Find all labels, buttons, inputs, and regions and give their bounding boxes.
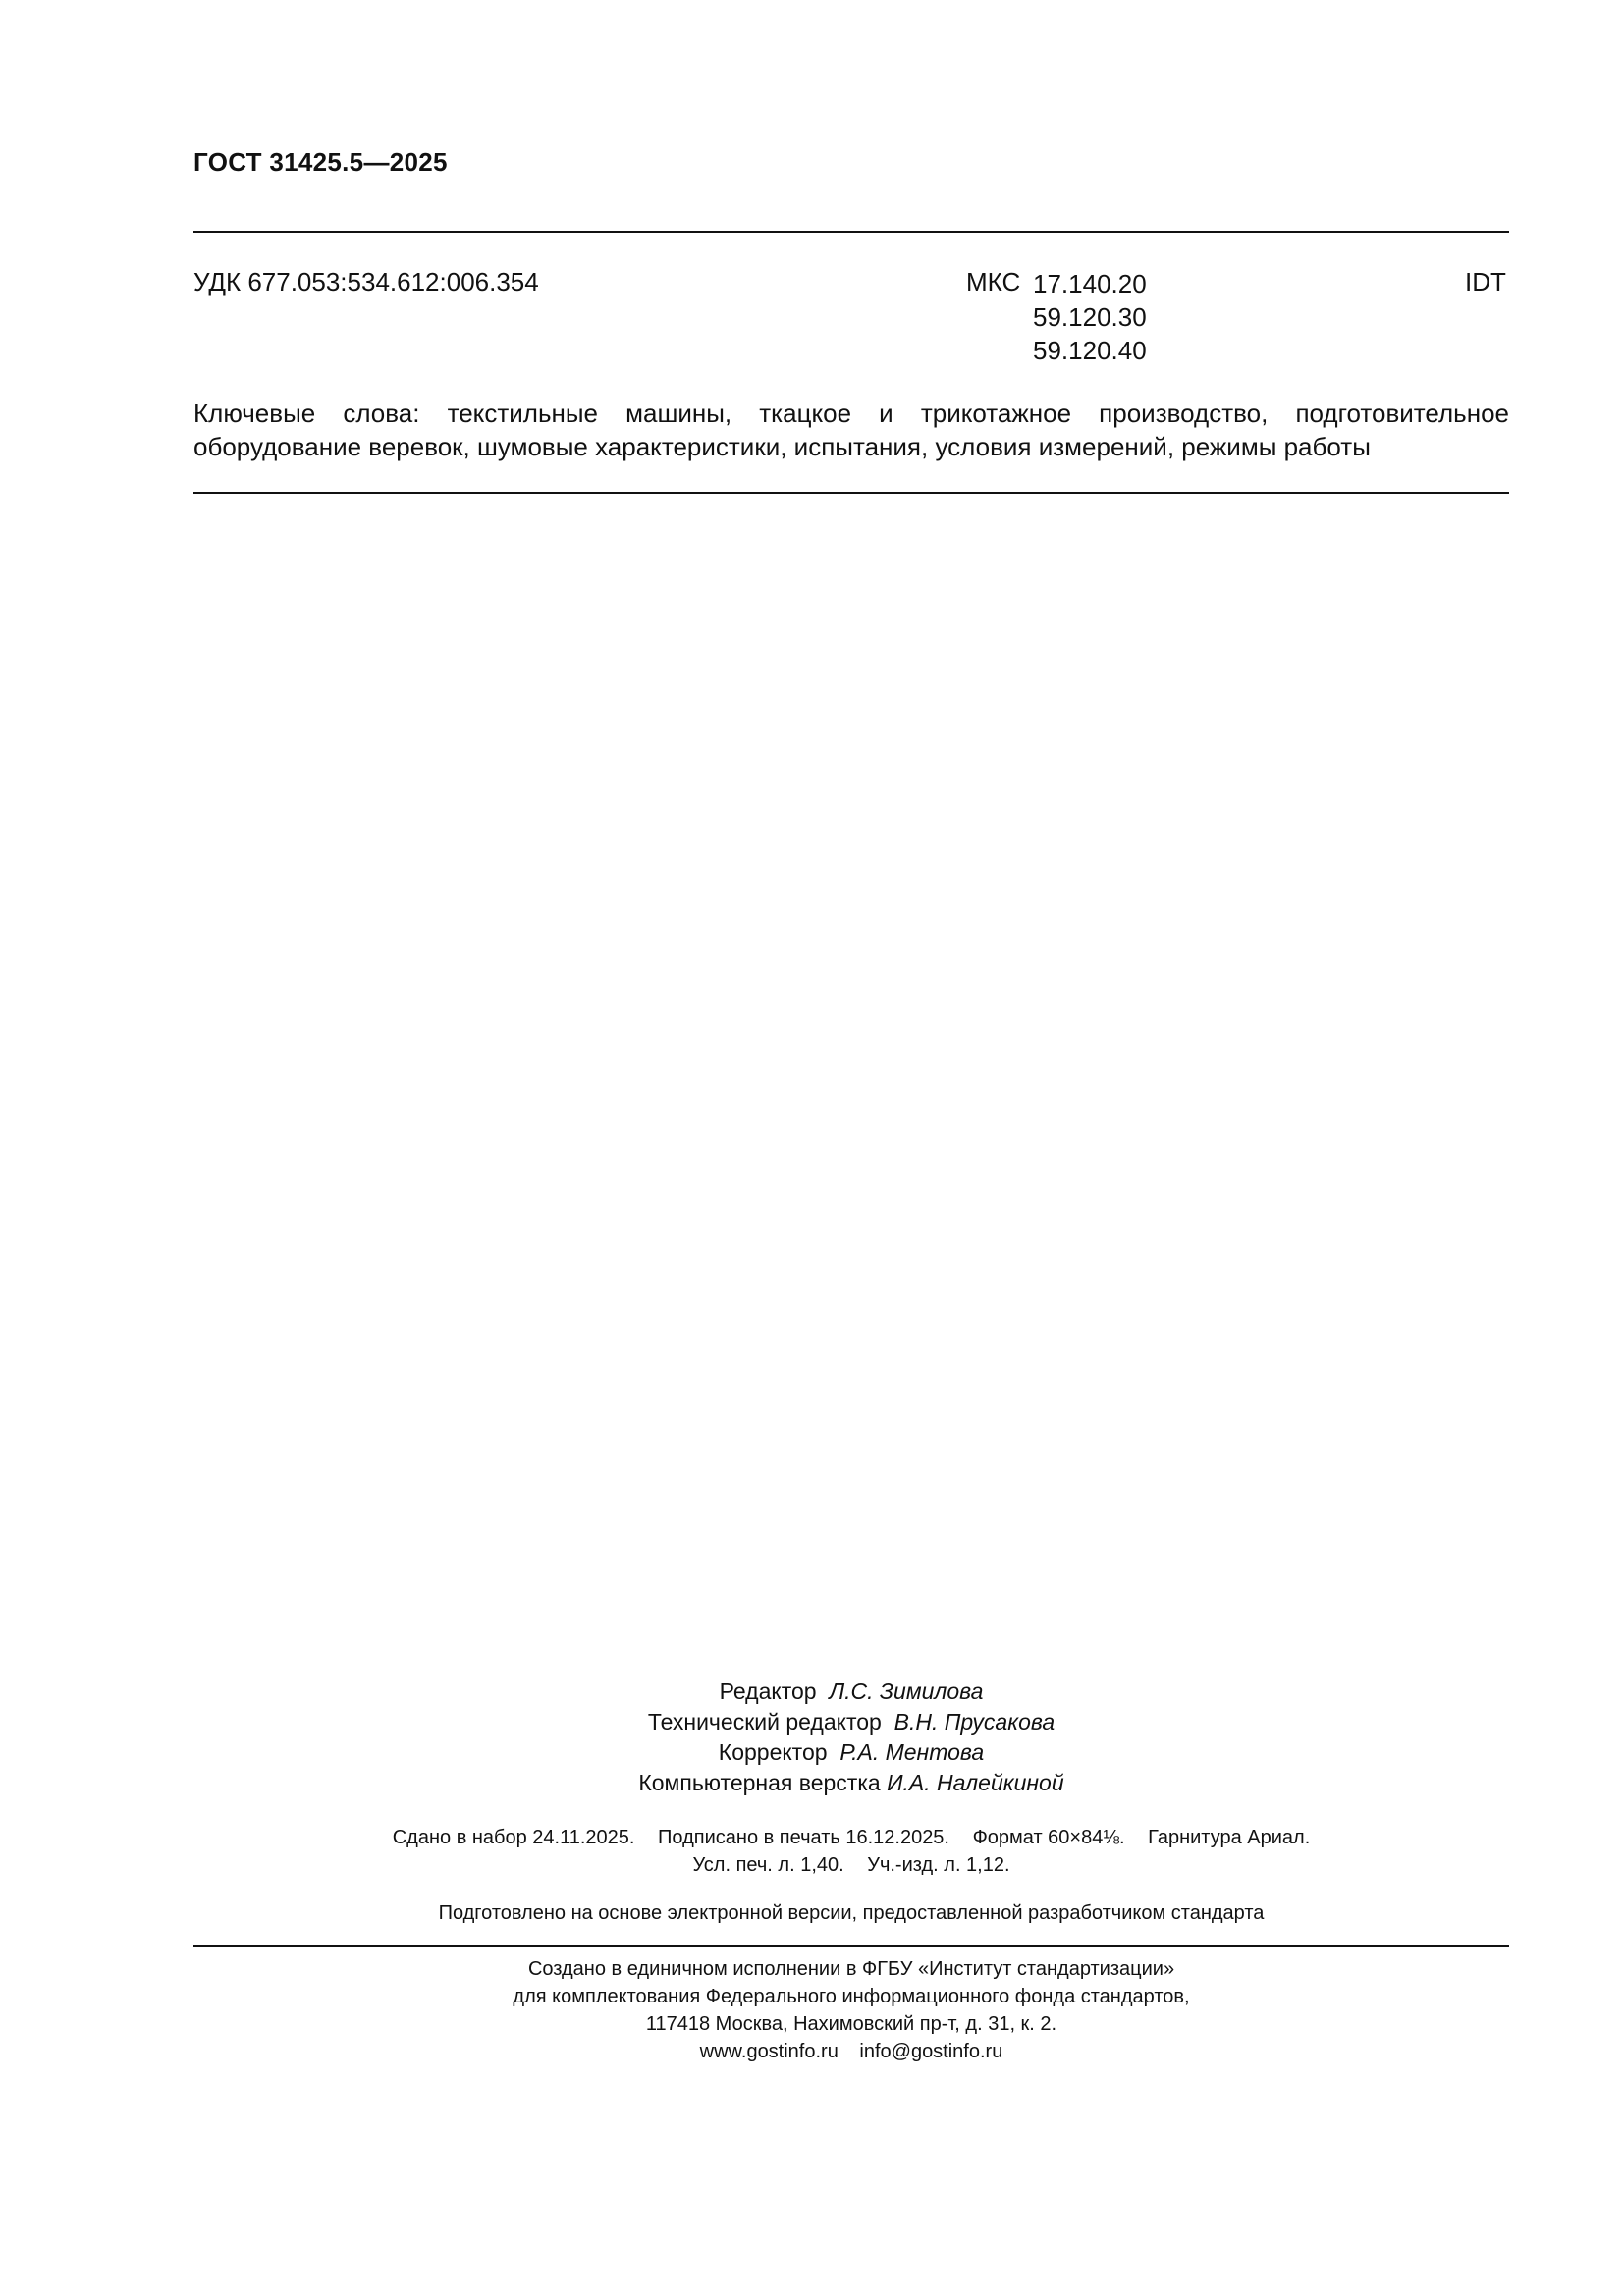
mks-code: 17.140.20: [1033, 269, 1147, 298]
credit-person: Л.С. Зимилова: [829, 1679, 984, 1704]
imprint-print-sheets: Усл. печ. л. 1,40.: [692, 1854, 844, 1876]
credit-role: Компьютерная верстка: [638, 1770, 881, 1795]
credit-role: Корректор: [718, 1739, 828, 1765]
imprint-line: [193, 1851, 1509, 1879]
publisher-line: Создано в единичном исполнении в ФГБУ «Институт стандартизации»: [527, 1958, 1175, 1980]
credit-layout: [193, 1768, 1509, 1798]
keywords-line: Ключевые слова: текстильные машины, ткацкое и трикотажное производство, подготовительное: [193, 399, 1509, 428]
imprint-pub-sheets: Уч.-изд. л. 1,12.: [867, 1854, 1010, 1876]
document-id: ГОСТ 31425.5—2025: [193, 147, 448, 177]
imprint-block: [193, 1824, 1509, 1879]
prepared-note: Подготовлено на основе электронной версии, предоставленной разработчиком стандарта: [438, 1902, 1265, 1924]
credits-block: [193, 1677, 1509, 1798]
imprint-typeface: Гарнитура Ариал.: [1148, 1827, 1311, 1848]
imprint-signed: Подписано в печать 16.12.2025.: [658, 1827, 949, 1848]
credit-editor: [193, 1677, 1509, 1707]
imprint-submitted: Сдано в набор 24.11.2025.: [392, 1827, 635, 1848]
keywords-divider: [193, 492, 1509, 494]
credit-person: Р.А. Ментова: [839, 1739, 985, 1765]
keywords-line: оборудование веревок, шумовые характеристики, испытания, условия измерений, режимы работы: [193, 432, 1371, 461]
publisher-divider: [193, 1945, 1509, 1947]
publisher-line: для комплектования Федерального информационного фонда стандартов,: [513, 1986, 1190, 2007]
publisher-block: [193, 1955, 1509, 2065]
credit-proofreader: [193, 1737, 1509, 1768]
top-divider: [193, 231, 1509, 233]
email-link[interactable]: info@gostinfo.ru: [859, 2041, 1003, 2062]
publisher-contacts: [193, 2038, 1509, 2065]
udk-code: УДК 677.053:534.612:006.354: [193, 267, 539, 296]
mks-label: МКС: [966, 267, 1021, 296]
equivalence-degree: IDT: [1465, 267, 1506, 296]
publisher-address: 117418 Москва, Нахимовский пр-т, д. 31, к. 2.: [645, 2013, 1057, 2035]
credit-role: Технический редактор: [647, 1709, 882, 1735]
credit-tech-editor: [193, 1707, 1509, 1737]
imprint-line: [193, 1824, 1509, 1851]
mks-code: 59.120.40: [1033, 336, 1147, 365]
mks-code: 59.120.30: [1033, 302, 1147, 332]
website-link[interactable]: www.gostinfo.ru: [699, 2041, 839, 2062]
credit-role: Редактор: [719, 1679, 817, 1704]
keywords: [193, 397, 1509, 463]
mks-code-list: [1033, 267, 1147, 367]
credit-person: И.А. Налейкиной: [887, 1770, 1064, 1795]
credit-person: В.Н. Прусакова: [893, 1709, 1056, 1735]
imprint-format: Формат 60×84⅛.: [972, 1827, 1125, 1848]
